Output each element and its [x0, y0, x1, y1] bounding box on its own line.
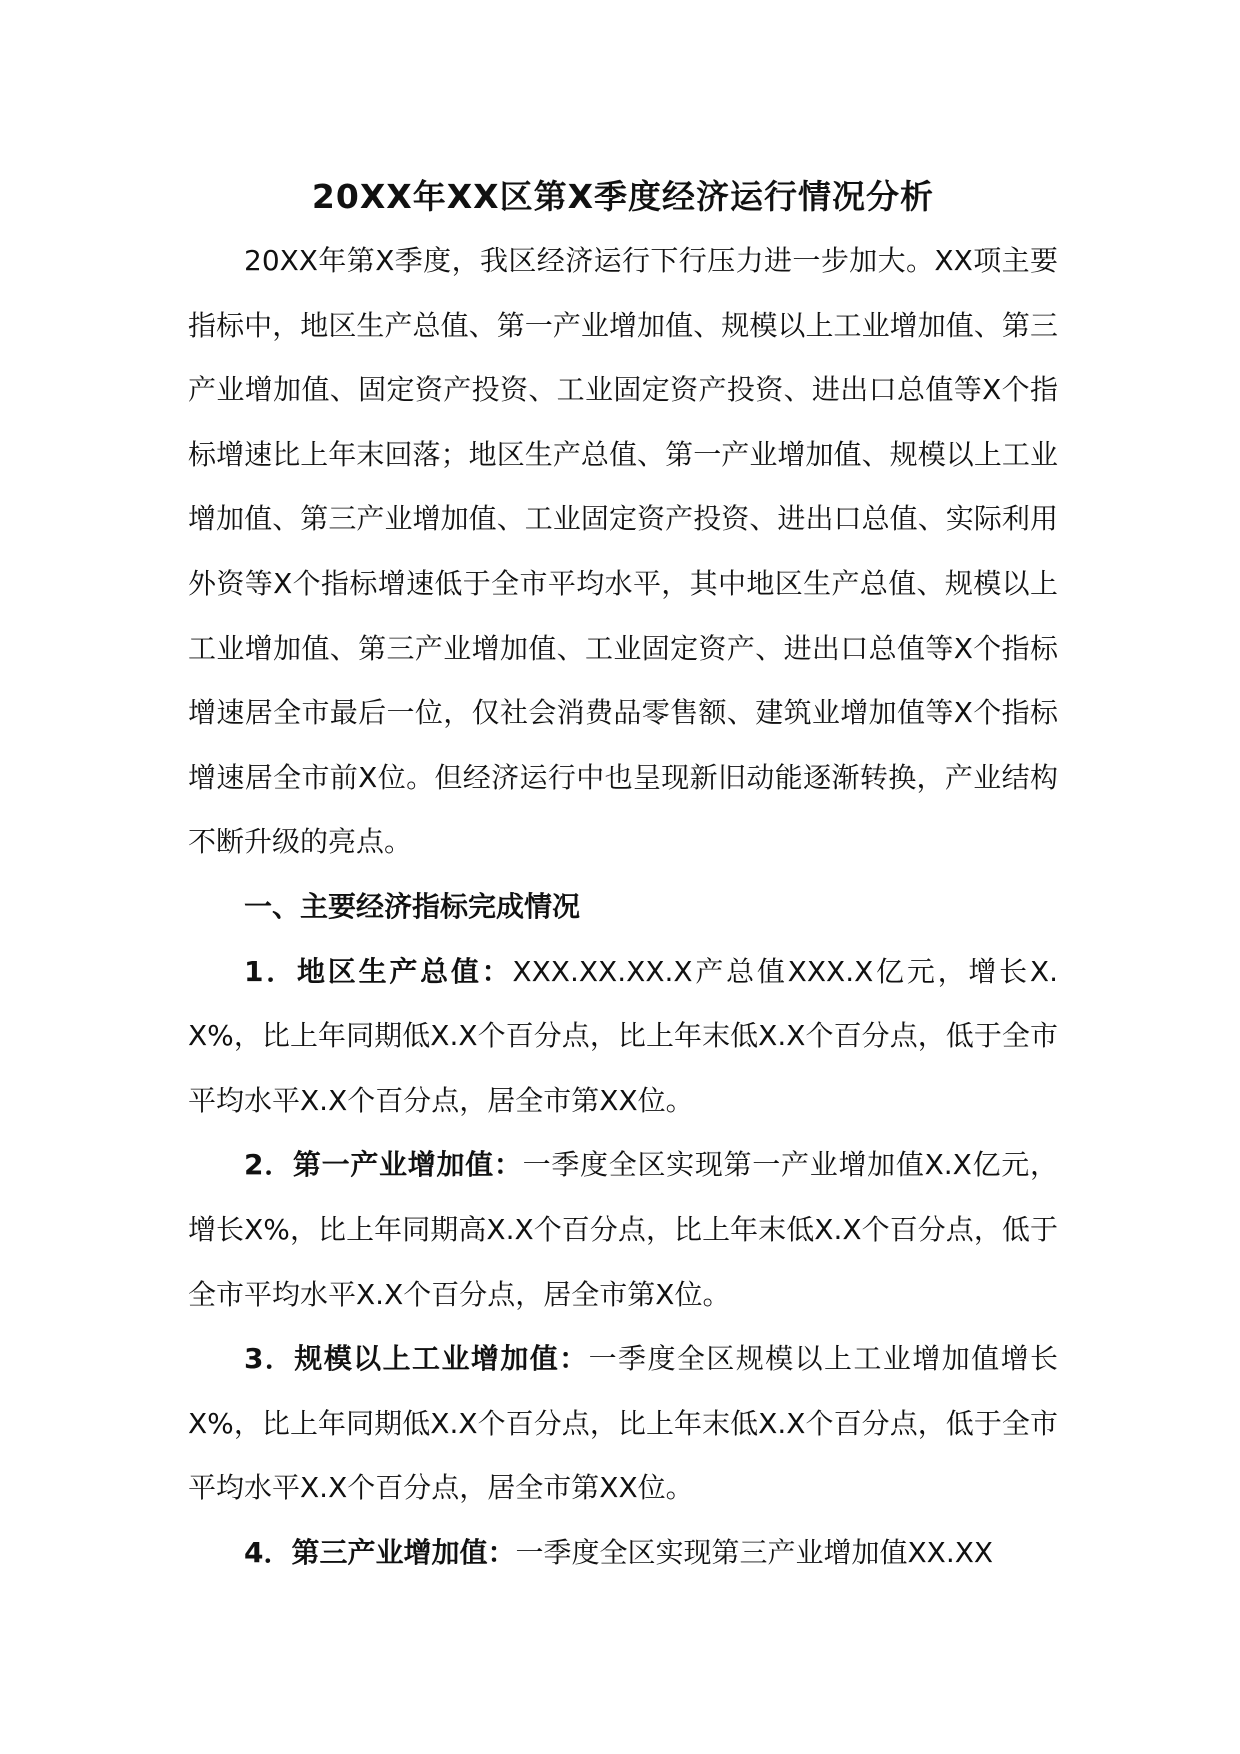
- indicator-text-primary-industry: 一季度全区实现第一产业增加值X.X亿元，增长X%，比上年同期高X.X个百分点，比上年末低X.X个百分点，低于全市平均水平X.X个百分点，居全市第X位。: [188, 1148, 1058, 1311]
- document-title: 20XX年XX区第X季度经济运行情况分析: [311, 177, 935, 216]
- indicator-label-industrial-value: 3．规模以上工业增加值：: [244, 1342, 589, 1376]
- indicator-text-tertiary-industry: 一季度全区实现第三产业增加值XX.XX: [515, 1535, 994, 1569]
- document-body: [188, 168, 1058, 1585]
- indicator-label-tertiary-industry: 4．第三产业增加值：: [244, 1535, 516, 1569]
- intro-paragraph: 20XX年第X季度，我区经济运行下行压力进一步加大。XX项主要指标中，地区生产总值、第一产业增加值、规模以上工业增加值、第三产业增加值、固定资产投资、工业固定资产投资、进出口总值等X个指标增速比上年末回落；地区生产总值、第一产业增加值、规模以上工业增加值、第三产业增加值、工业固定资产投资、进出口总值、实际利用外资等X个指标增速低于全市平均水平，其中地区生产总值、规模以上工业增加值、第三产业增加值、工业固定资产、进出口总值等X个指标增速居全市最后一位，仅社会消费品零售额、建筑业增加值等X个指标增速居全市前X位。但经济运行中也呈现新旧动能逐渐转换，产业结构不断升级的亮点。: [188, 244, 1058, 859]
- indicator-text-gdp: XXX.XX.XX.X产总值XXX.X亿元，增长X.X%，比上年同期低X.X个百分点，比上年末低X.X个百分点，低于全市平均水平X.X个百分点，居全市第XX位。: [188, 954, 1058, 1117]
- indicator-text-industrial-value: 一季度全区规模以上工业增加值增长X%，比上年同期低X.X个百分点，比上年末低X.X个百分点，低于全市平均水平X.X个百分点，居全市第XX位。: [188, 1342, 1059, 1505]
- section-heading-main-indicators: 一、主要经济指标完成情况: [244, 889, 581, 923]
- indicator-label-primary-industry: 2．第一产业增加值：: [244, 1148, 523, 1182]
- indicator-paragraph-primary-industry: [188, 1133, 1058, 1327]
- indicator-label-gdp: 1．地区生产总值：: [244, 954, 513, 988]
- indicator-paragraph-tertiary-industry: [188, 1521, 1058, 1586]
- indicator-paragraph-industrial-value: [188, 1327, 1058, 1521]
- indicator-paragraph-gdp: [188, 940, 1058, 1134]
